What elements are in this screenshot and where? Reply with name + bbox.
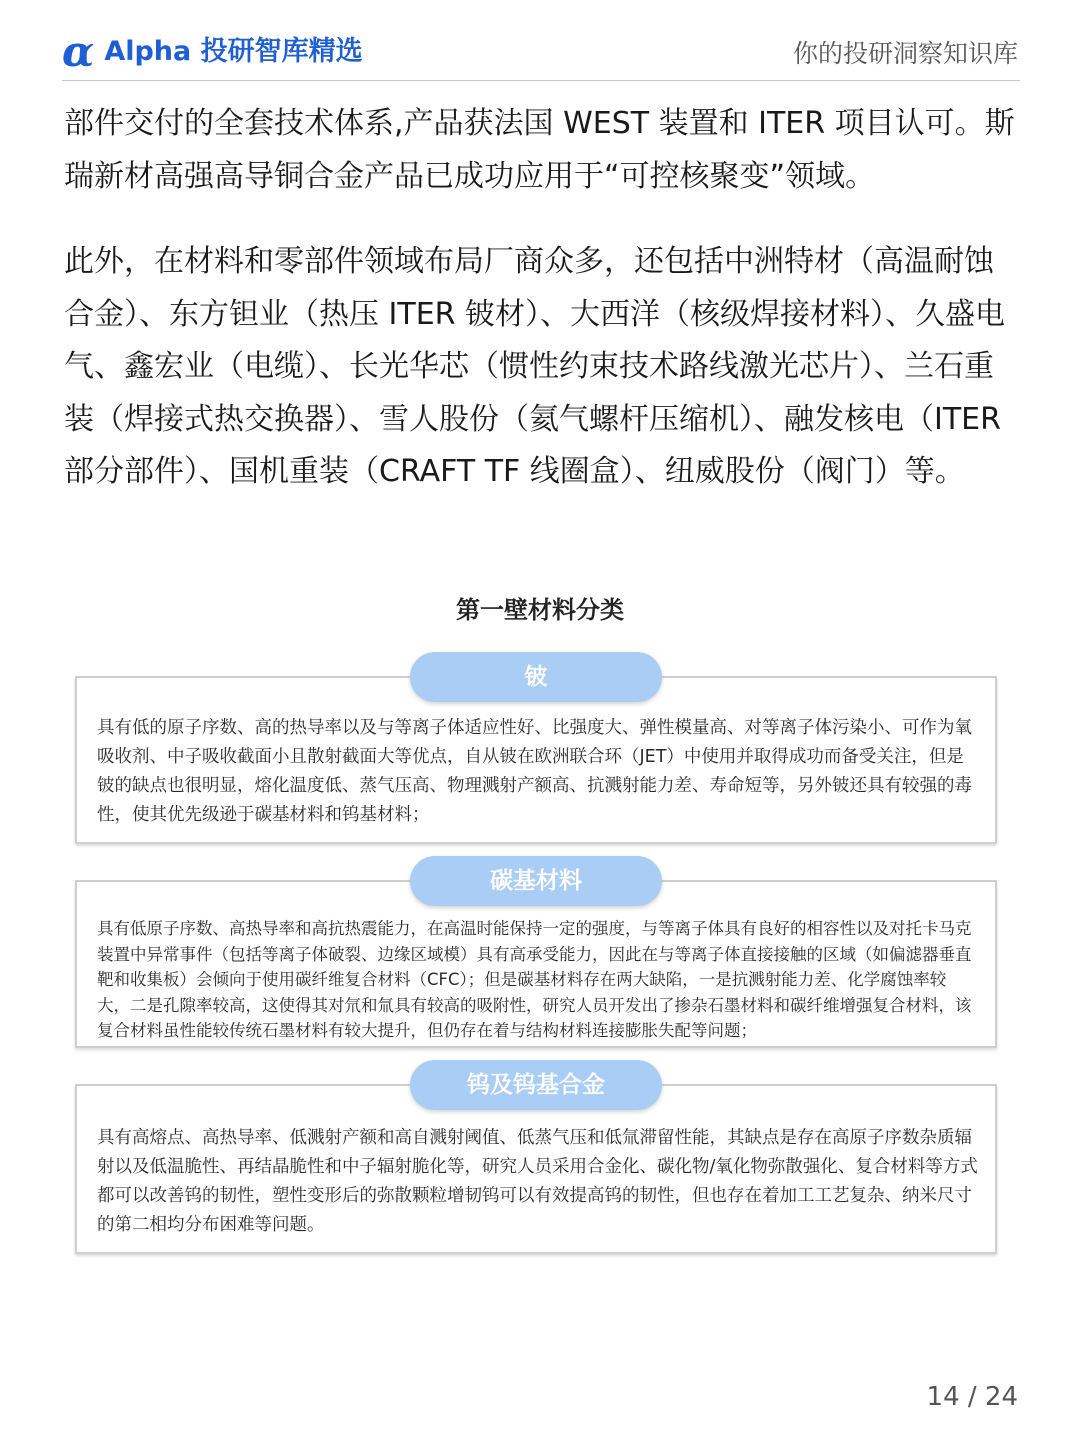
material-label-beryllium: 铍 bbox=[410, 652, 662, 702]
material-label-carbon: 碳基材料 bbox=[410, 856, 662, 906]
page-number: 14 / 24 bbox=[926, 1382, 1018, 1412]
alpha-logo-icon: α bbox=[62, 27, 95, 76]
header-tagline: 你的投研洞察知识库 bbox=[792, 39, 1018, 68]
material-card-text: 具有高熔点、高热导率、低溅射产额和高自溅射阈值、低蒸气压和低氚滞留性能，其缺点是存在高原子序数杂质辐射以及低温脆性、再结晶脆性和中子辐射脆化等，研究人员采用合金化、碳化物/氧化物弥散强化、复合材料等方式都可以改善钨的韧性，塑性变形后的弥散颗粒增韧钨可以有效提高钨的韧性，但也存在着加工工艺复杂、纳米尺寸的第二相均分布困难等问题。 bbox=[97, 1128, 978, 1235]
brand-logo-group bbox=[62, 27, 363, 76]
body-paragraph-1: 部件交付的全套技术体系,产品获法国 WEST 装置和 ITER 项目认可。斯瑞新材高强高导铜合金产品已成功应用于“可控核聚变”领域。 bbox=[64, 106, 1015, 194]
material-card-text: 具有低原子序数、高热导率和高抗热震能力，在高温时能保持一定的强度，与等离子体具有良好的相容性以及对托卡马克装置中异常事件（包括等离子体破裂、边缘区域模）具有高承受能力，因此在与等离子体直接接触的区域（如偏滤器垂直靶和收集板）会倾向于使用碳纤维复合材料（CFC）；但是碳基材料存在两大缺陷，一是抗溅射能力差、化学腐蚀率较大，二是孔隙率较高，这使得其对氘和氚具有较高的吸附性，研究人员开发出了掺杂石墨材料和碳纤维增强复合材料，该复合材料虽性能较传统石墨材料有较大提升，但仍存在着与结构材料连接膨胀失配等问题； bbox=[97, 919, 972, 1040]
material-card-text: 具有低的原子序数、高的热导率以及与等离子体适应性好、比强度大、弹性模量高、对等离子体污染小、可作为氧吸收剂、中子吸收截面小且散射截面大等优点，自从铍在欧洲联合环（JET）中使用并取得成功而备受关注，但是铍的缺点也很明显，熔化温度低、蒸气压高、物理溅射产额高、抗溅射能力差、寿命短等，另外铍还具有较强的毒性，使其优先级逊于碳基材料和钨基材料； bbox=[97, 718, 972, 825]
figure-title: 第一壁材料分类 bbox=[456, 596, 624, 624]
body-paragraph-2: 此外，在材料和零部件领域布局厂商众多，还包括中洲特材（高温耐蚀合金）、东方钽业（热压 ITER 铍材）、大西洋（核级焊接材料）、久盛电气、鑫宏业（电缆）、长光华芯（惯性约束技术路线激光芯片）、兰石重装（焊接式热交换器）、雪人股份（氦气螺杆压缩机）、融发核电（ITER 部分部件）、国机重装（CRAFT TF 线圈盒）、纽威股份（阀门）等。 bbox=[64, 244, 1006, 489]
material-label-tungsten: 钨及钨基合金 bbox=[410, 1060, 662, 1110]
page-header bbox=[62, 27, 1020, 81]
brand-name: Alpha 投研智库精选 bbox=[104, 36, 363, 67]
